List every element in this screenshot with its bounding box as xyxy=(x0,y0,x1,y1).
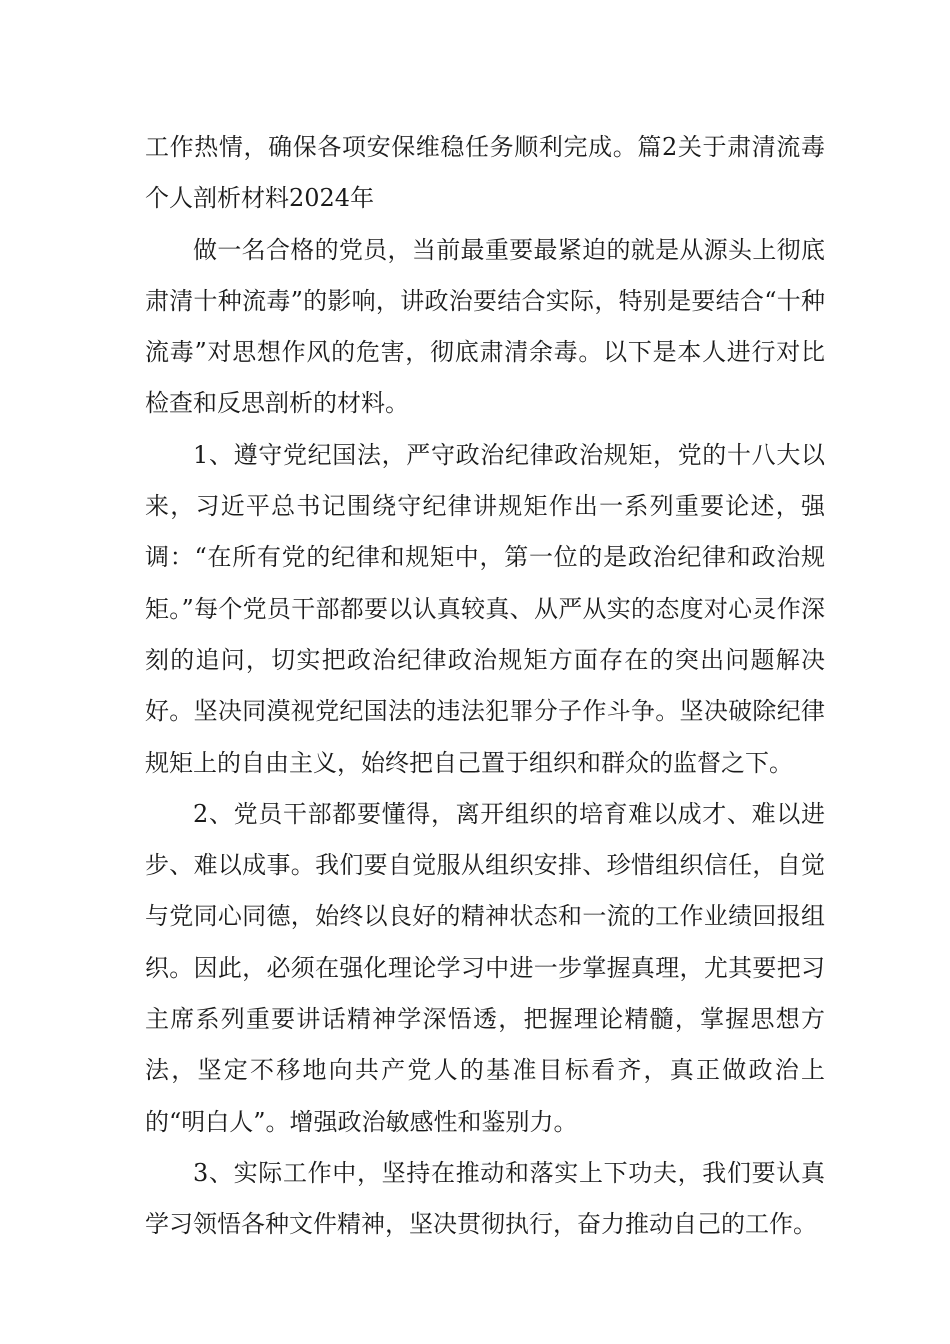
paragraph-intro: 做一名合格的党员，当前最重要最紧迫的就是从源头上彻底肃清十种流毒”的影响，讲政治要结合实际，特别是要结合“十种流毒”对思想作风的危害，彻底肃清余毒。以下是本人进行对比检查和反思剖析的材料。 xyxy=(145,235,825,418)
paragraph-point-1: 1、遵守党纪国法，严守政治纪律政治规矩，党的十八大以来，习近平总书记围绕守纪律讲规矩作出一系列重要论述，强调：“在所有党的纪律和规矩中，第一位的是政治纪律和政治规矩。”每个党员干部都要以认真较真、从严从实的态度对心灵作深刻的追问，切实把政治纪律政治规矩方面存在的突出问题解决好。坚决同漠视党纪国法的违法犯罪分子作斗争。坚决破除纪律规矩上的自由主义，始终把自己置于组织和群众的监督之下。 xyxy=(145,440,825,777)
paragraph-point-3: 3、实际工作中，坚持在推动和落实上下功夫，我们要认真学习领悟各种文件精神，坚决贯彻执行，奋力推动自己的工作。 xyxy=(145,1158,825,1239)
document-body xyxy=(145,122,825,1251)
paragraph-point-2: 2、党员干部都要懂得，离开组织的培育难以成才、难以进步、难以成事。我们要自觉服从组织安排、珍惜组织信任，自觉与党同心同德，始终以良好的精神状态和一流的工作业绩回报组织。因此，必须在强化理论学习中进一步掌握真理，尤其要把习主席系列重要讲话精神学深悟透，把握理论精髓，掌握思想方法，坚定不移地向共产党人的基准目标看齐，真正做政治上的“明白人”。增强政治敏感性和鉴别力。 xyxy=(145,799,825,1136)
paragraph-continuation: 工作热情，确保各项安保维稳任务顺利完成。篇2关于肃清流毒个人剖析材料2024年 xyxy=(145,133,825,213)
